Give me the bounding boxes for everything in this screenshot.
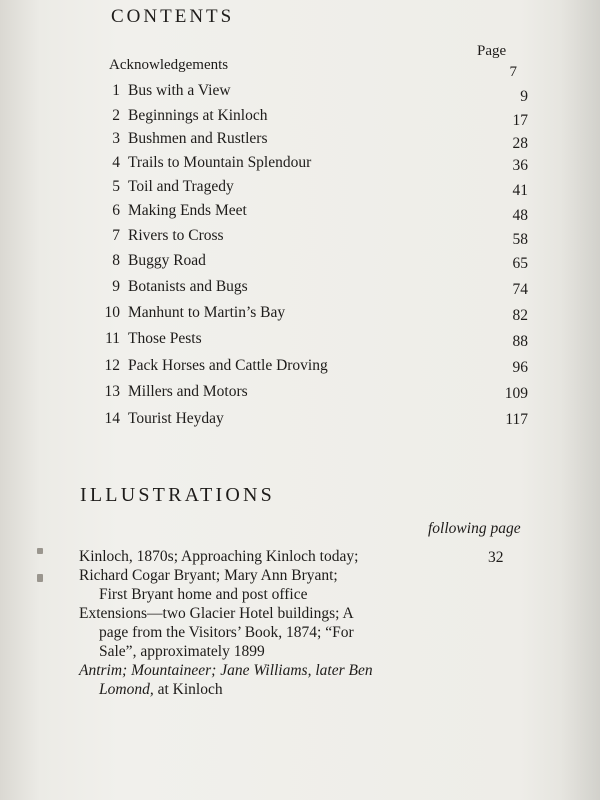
page-edge-shadow [560,0,600,800]
chapter-page: 82 [512,307,528,324]
chapter-title: Toil and Tragedy [128,178,234,195]
chapter-number: 14 [104,410,120,427]
chapter-title: Trails to Mountain Splendour [128,154,312,171]
chapter-page: 74 [512,281,528,298]
illustration-line: Richard Cogar Bryant; Mary Ann Bryant; [79,567,338,584]
chapter-number: 4 [112,154,120,171]
chapter-title: Buggy Road [128,252,206,269]
chapter-title: Manhunt to Martin’s Bay [128,304,286,321]
chapter-page: 17 [512,112,528,129]
illustration-roman-text: at Kinloch [153,681,223,698]
toc-row [80,330,528,354]
contents-heading: CONTENTS [111,6,235,27]
acknowledgements-title: Acknowledgements [109,57,229,73]
chapter-number: 6 [112,202,120,219]
chapter-number: 8 [112,252,120,269]
toc-row [80,154,528,178]
chapter-number: 12 [104,357,120,374]
chapter-title: Bus with a View [128,82,231,99]
chapter-page: 117 [505,411,528,428]
illustration-line: First Bryant home and post office [99,586,308,603]
toc-row [80,107,528,131]
illustration-line: Sale”, approximately 1899 [99,643,265,660]
chapter-page: 96 [512,359,528,376]
toc-row [80,130,528,154]
toc-row [80,383,528,407]
illustration-group-page: 32 [488,549,504,566]
chapter-page: 36 [512,157,528,174]
chapter-page: 58 [512,231,528,248]
toc-row [80,178,528,202]
toc-row [80,278,528,302]
illustration-line: Extensions—two Glacier Hotel buildings; A [79,605,354,622]
chapter-title: Making Ends Meet [128,202,247,219]
chapter-title: Millers and Motors [128,383,248,400]
binding-staple-mark [37,548,43,554]
chapter-number: 13 [104,383,120,400]
illustration-italic-text: Lomond, [99,681,154,698]
chapter-title: Pack Horses and Cattle Droving [128,357,328,374]
acknowledgements-page: 7 [509,64,517,80]
chapter-page: 9 [520,88,528,105]
chapter-title: Beginnings at Kinloch [128,107,268,124]
illustration-line: page from the Visitors’ Book, 1874; “For [99,624,354,641]
chapter-title: Those Pests [128,330,202,347]
illustration-list [79,547,449,699]
toc-row [80,82,528,106]
chapter-title: Tourist Heyday [128,410,224,427]
toc-row [80,357,528,381]
toc-row [80,227,528,251]
page-column-label: Page [477,43,507,59]
chapter-title: Rivers to Cross [128,227,224,244]
toc-row [80,304,528,328]
chapter-number: 11 [105,330,120,347]
illustration-line: Antrim; Mountaineer; Jane Williams, later Ben [79,662,373,679]
chapter-page: 109 [504,385,528,402]
chapter-title: Bushmen and Rustlers [128,130,268,147]
chapter-page: 48 [512,207,528,224]
illustrations-heading: ILLUSTRATIONS [80,484,275,506]
chapter-page: 41 [512,182,528,199]
illustration-line [79,680,449,699]
chapter-number: 3 [112,130,120,147]
chapter-page: 28 [512,135,528,152]
chapter-number: 5 [112,178,120,195]
toc-row [80,410,528,434]
chapter-page: 88 [512,333,528,350]
chapter-number: 10 [104,304,120,321]
following-page-label: following page [428,520,521,537]
binding-staple-mark [37,574,43,582]
chapter-number: 7 [112,227,120,244]
illustration-line: Kinloch, 1870s; Approaching Kinloch today; [79,548,359,565]
chapter-number: 9 [112,278,120,295]
toc-row [80,252,528,276]
chapter-number: 2 [112,107,120,124]
toc-row [80,202,528,226]
chapter-number: 1 [112,82,120,99]
chapter-page: 65 [512,255,528,272]
chapter-title: Botanists and Bugs [128,278,248,295]
